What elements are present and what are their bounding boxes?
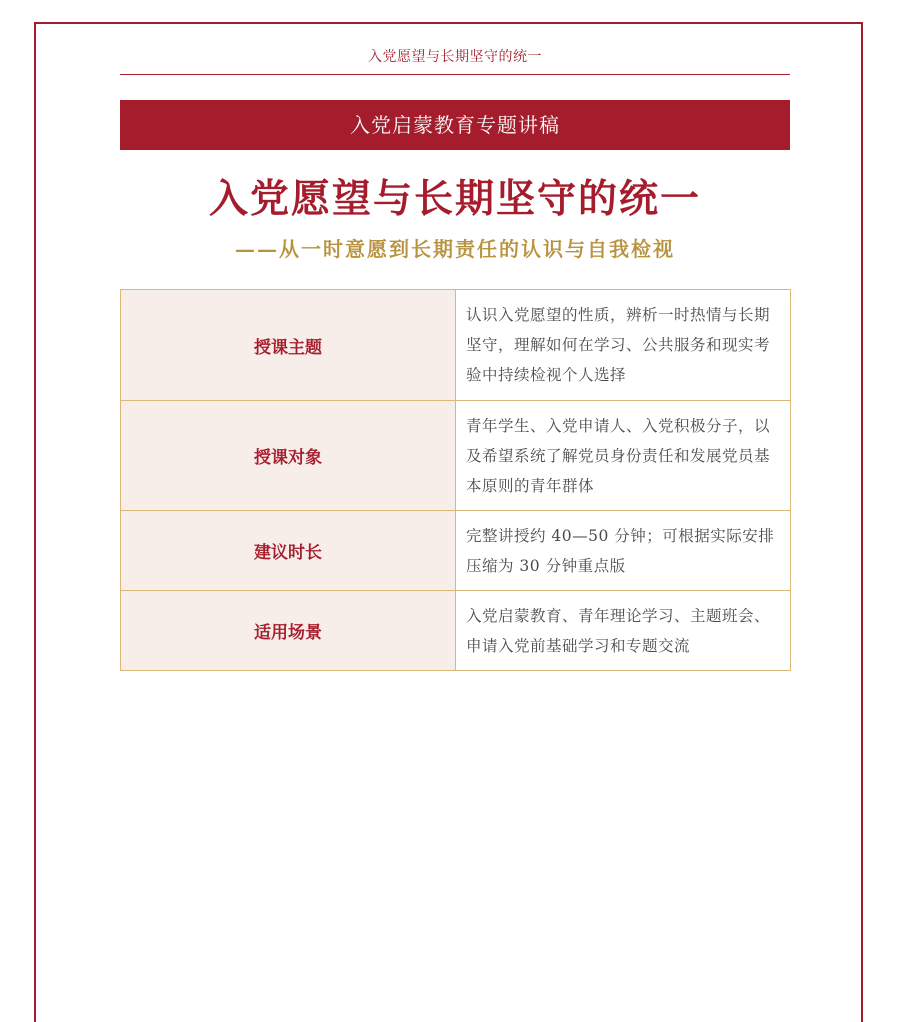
table-row [121, 511, 791, 591]
header-rule [120, 74, 790, 75]
row-value: 认识入党愿望的性质，辨析一时热情与长期坚守，理解如何在学习、公共服务和现实考验中持续检视个人选择 [456, 290, 791, 401]
table-row [121, 591, 791, 671]
row-value: 入党启蒙教育、青年理论学习、主题班会、申请入党前基础学习和专题交流 [456, 591, 791, 671]
row-label: 建议时长 [121, 511, 456, 591]
row-label: 授课主题 [121, 290, 456, 401]
row-value: 完整讲授约 40—50 分钟；可根据实际安排压缩为 30 分钟重点版 [456, 511, 791, 591]
row-label: 授课对象 [121, 401, 456, 511]
info-table [120, 289, 791, 671]
page-title: 入党愿望与长期坚守的统一 [208, 177, 701, 222]
banner: 入党启蒙教育专题讲稿 [120, 100, 790, 150]
row-value: 青年学生、入党申请人、入党积极分子，以及希望系统了解党员身份责任和发展党员基本原则的青年群体 [456, 401, 791, 511]
table-row [121, 290, 791, 401]
page-subtitle: ——从一时意愿到长期责任的认识与自我检视 [235, 237, 675, 261]
running-header: 入党愿望与长期坚守的统一 [368, 49, 542, 65]
row-label: 适用场景 [121, 591, 456, 671]
table-row [121, 401, 791, 511]
